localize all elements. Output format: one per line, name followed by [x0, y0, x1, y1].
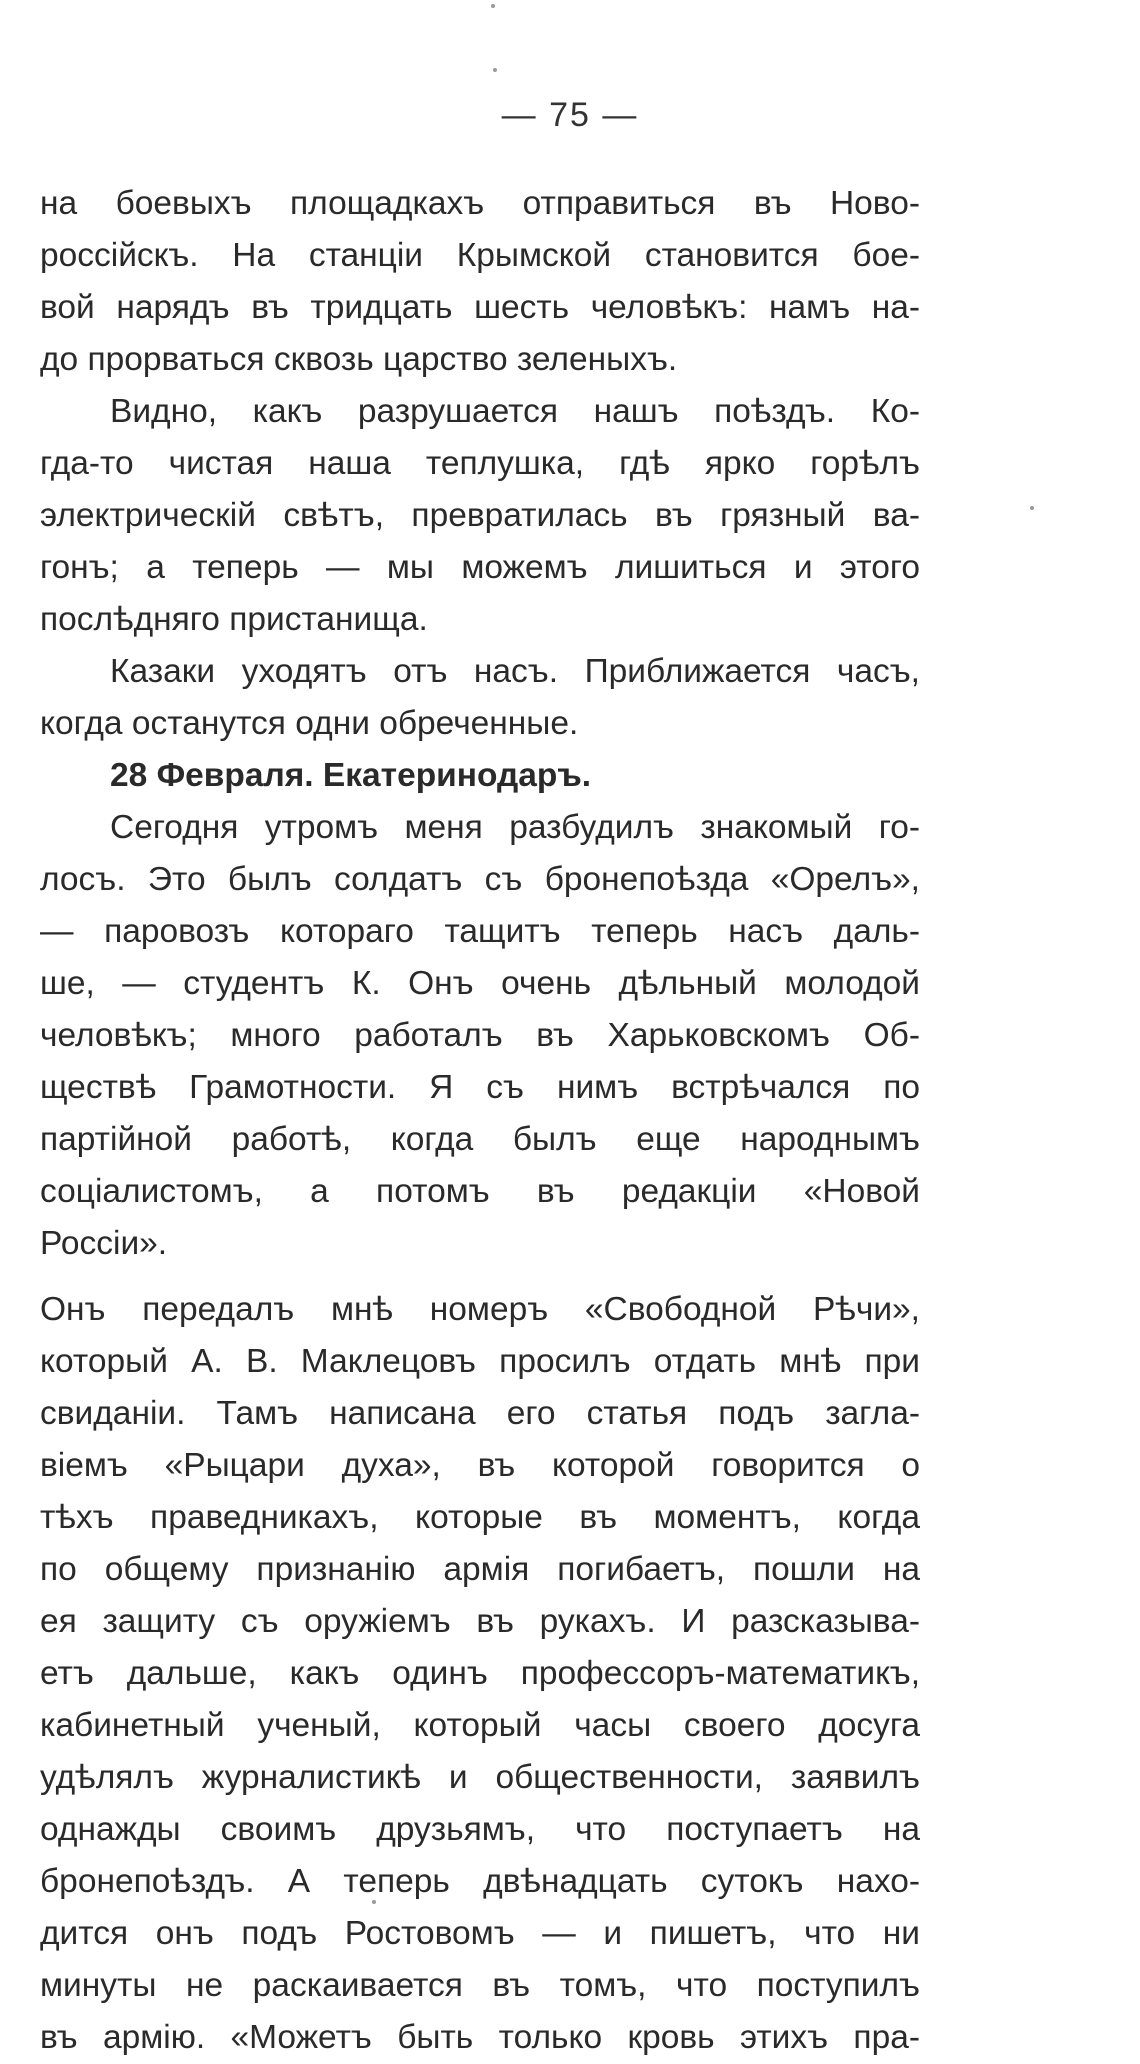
text-line: ше, — студентъ К. Онъ очень дѣльный молодой	[40, 965, 920, 1002]
text-line: Онъ передалъ мнѣ номеръ «Свободной Рѣчи»,	[40, 1291, 920, 1328]
text-line: — паровозъ котораго тащитъ теперь насъ даль-	[40, 913, 920, 950]
scan-speck	[1030, 506, 1034, 510]
text-line: тѣхъ праведникахъ, которые въ моментъ, когда	[40, 1499, 920, 1536]
text-line: въ армію. «Можетъ быть только кровь этихъ пра-	[40, 2019, 920, 2056]
text-line: лосъ. Это былъ солдатъ съ бронепоѣзда «Орелъ»,	[40, 861, 920, 898]
text-line: Казаки уходятъ отъ насъ. Приближается часъ,	[110, 653, 920, 690]
text-line: гда-то чистая наша теплушка, гдѣ ярко горѣлъ	[40, 445, 920, 482]
text-line: ея защиту съ оружіемъ въ рукахъ. И разсказыва-	[40, 1603, 920, 1640]
text-line: дится онъ подъ Ростовомъ — и пишетъ, что ни	[40, 1915, 920, 1952]
text-line: етъ дальше, какъ одинъ профессоръ-математикъ,	[40, 1655, 920, 1692]
text-line: ществѣ Грамотности. Я съ нимъ встрѣчался по	[40, 1069, 920, 1106]
text-line: послѣдняго пристанища.	[40, 601, 428, 638]
text-line: однажды своимъ друзьямъ, что поступаетъ на	[40, 1811, 920, 1848]
text-line: человѣкъ; много работалъ въ Харьковскомъ Об-	[40, 1017, 920, 1054]
scan-speck	[491, 4, 495, 8]
text-line: до прорваться сквозь царство зеленыхъ.	[40, 341, 678, 378]
text-line: кабинетный ученый, который часы своего досуга	[40, 1707, 920, 1744]
text-line: бронепоѣздъ. А теперь двѣнадцать сутокъ нахо-	[40, 1863, 920, 1900]
text-line: когда останутся одни обреченные.	[40, 705, 579, 742]
text-line: партійной работѣ, когда былъ еще народнымъ	[40, 1121, 920, 1158]
text-line: соціалистомъ, а потомъ въ редакціи «Новой	[40, 1173, 920, 1210]
text-line: Россіи».	[40, 1225, 168, 1262]
section-heading: 28 Февраля. Екатеринодаръ.	[110, 757, 592, 794]
text-line: Сегодня утромъ меня разбудилъ знакомый го-	[110, 809, 920, 846]
scan-speck	[493, 68, 497, 72]
text-line: минуты не раскаивается въ томъ, что поступилъ	[40, 1967, 920, 2004]
scan-speck	[372, 1900, 376, 1904]
text-line: который А. В. Маклецовъ просилъ отдать мнѣ при	[40, 1343, 920, 1380]
text-line: россійскъ. На станціи Крымской становится бое-	[40, 237, 920, 274]
text-line: Видно, какъ разрушается нашъ поѣздъ. Ко-	[110, 393, 920, 430]
text-line: электрическій свѣтъ, превратилась въ грязный ва-	[40, 497, 920, 534]
body-text	[40, 178, 920, 2064]
text-line: гонъ; а теперь — мы можемъ лишиться и этого	[40, 549, 920, 586]
text-line: по общему признанію армія погибаетъ, пошли на	[40, 1551, 920, 1588]
text-line: удѣлялъ журналистикѣ и общественности, заявилъ	[40, 1759, 920, 1796]
text-line: віемъ «Рыцари духа», въ которой говорится о	[40, 1447, 920, 1484]
text-line: на боевыхъ площадкахъ отправиться въ Ново-	[40, 185, 920, 222]
text-line: вой нарядъ въ тридцать шесть человѣкъ: намъ на-	[40, 289, 920, 326]
page-number: — 75 —	[501, 96, 639, 134]
text-line: свиданіи. Тамъ написана его статья подъ загла-	[40, 1395, 920, 1432]
